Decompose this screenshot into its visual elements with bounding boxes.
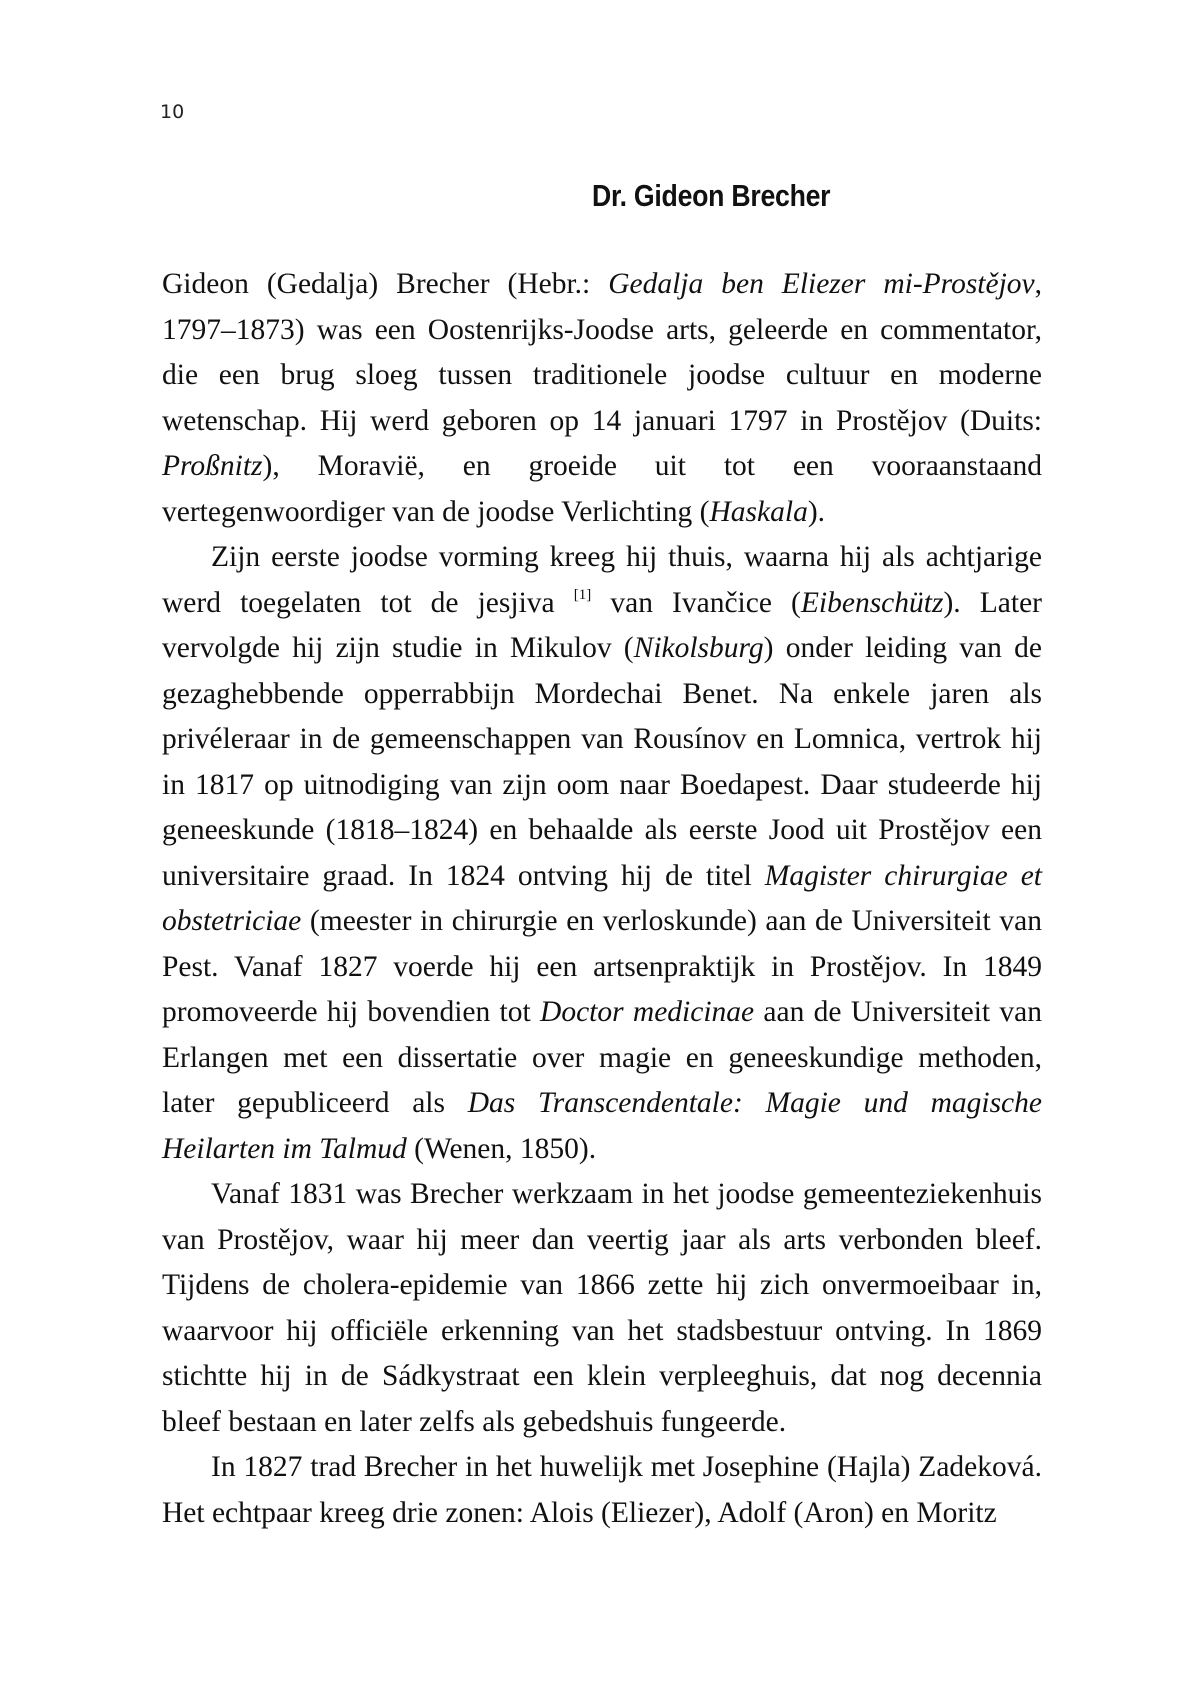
italic-text: Doctor medicinae	[540, 996, 755, 1028]
text-run: van Ivančice (	[591, 586, 801, 619]
paragraph	[162, 535, 1042, 1172]
italic-text: Das Transcendentale: Magie und magische Heilarten im Talmud	[162, 1087, 1042, 1165]
italic-text: Haskala	[709, 495, 808, 528]
text-run: ).	[807, 495, 826, 528]
text-run: Vanaf 1831 was Brecher werkzaam in het joodse gemeenteziekenhuis van Prostějov, waar hij meer dan veertig jaar als arts verbonden bleef. Tijdens de cholera-epidemie van 1866 zette hij zich onvermoeibaar in, waarvoor hij officiële erkenning van het stadsbestuur ontving. In 1869 stichtte hij in de Sádkystraat een klein verpleeghuis, dat nog decennia bleef bestaan en later zelfs als gebedshuis fungeerde.	[162, 1178, 1042, 1438]
text-run: Zijn eerste joodse vorming kreeg hij thuis, waarna hij als achtjarige werd toegelaten tot de jesjiva	[162, 541, 1042, 619]
text-run: ), Moravië, en groeide uit tot een vooraanstaand vertegenwoordiger van de joodse Verlichting (	[162, 450, 1042, 528]
body-text	[162, 262, 1042, 1536]
text-run: In 1827 trad Brecher in het huwelijk met Josephine (Hajla) Zadeková. Het echtpaar kreeg drie zonen: Alois (Eliezer), Adolf (Aron) en Moritz	[162, 1451, 1042, 1529]
italic-text: Nikolsburg	[633, 632, 764, 664]
text-run: , 1797–1873) was een Oostenrijks-Joodse arts, geleerde en commentator, die een brug sloeg tussen traditionele joodse cultuur en moderne wetenschap. Hij werd geboren op 14 januari 1797 in Prostějov (Duits:	[162, 268, 1043, 437]
paragraph	[162, 1445, 1042, 1536]
paragraph	[162, 1172, 1042, 1445]
chapter-title: Dr. Gideon Brecher	[591, 178, 831, 213]
text-run: Gideon (Gedalja) Brecher (Hebr.:	[162, 268, 609, 300]
text-run: (Wenen, 1850).	[406, 1132, 597, 1165]
text-run: aan de Universiteit van Erlangen met een dissertatie over magie en geneeskundige methoden, later gepubliceerd als	[162, 996, 1042, 1119]
text-run: ) onder leiding van de gezaghebbende opperrabbijn Mordechai Benet. Na enkele jaren als privéleraar in de gemeenschappen van Rousínov en Lomnica, vertrok hij in 1817 op uitnodiging van zijn oom naar Boedapest. Daar studeerde hij geneeskunde (1818–1824) en behaalde als eerste Jood uit Prostějov een universitaire graad. In 1824 ontving hij de titel	[162, 632, 1042, 892]
page-number: 10	[160, 101, 185, 123]
text-run: ). Later vervolgde hij zijn studie in Mikulov (	[162, 586, 1042, 664]
italic-text: Eibenschütz	[800, 586, 944, 619]
italic-text: Gedalja ben Eliezer mi-Prostějov	[608, 268, 1035, 300]
paragraph	[162, 262, 1042, 535]
italic-text: Magister chirurgiae et obstetriciae	[162, 859, 1042, 937]
italic-text: Proßnitz	[162, 450, 263, 482]
footnote-marker[interactable]: [1]	[573, 586, 592, 603]
text-run: (meester in chirurgie en verloskunde) aan de Universiteit van Pest. Vanaf 1827 voerde hij een artsenpraktijk in Prostějov. In 1849 promoveerde hij bovendien tot	[162, 905, 1042, 1028]
